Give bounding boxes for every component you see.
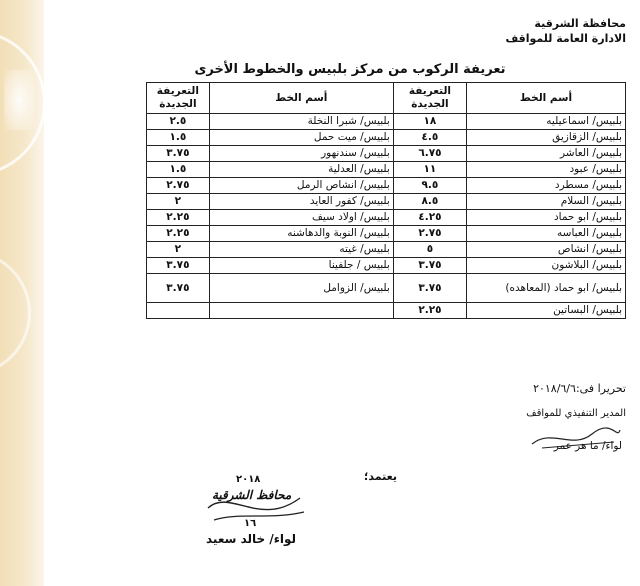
governorate-name: محافظة الشرقية [534,17,626,30]
document-title: تعريفة الركوب من مركز بلبيس والخطوط الأخرى [194,62,506,77]
route-cell: بلبيس/ غيته [209,242,393,258]
decorative-arc [0,250,31,376]
fare-cell: ٤.٥ [393,130,466,146]
route-cell: بلبيس/ سندنهور [209,146,393,162]
route-cell: بلبيس/ شبرا النخلة [209,114,393,130]
fare-cell: ٤.٢٥ [393,210,466,226]
department-name: الادارة العامة للمواقف [505,32,626,45]
written-date: تحريرا فى:٢٠١٨/٦/٦ [533,382,626,395]
route-cell: بلبيس/ كفور العايد [209,194,393,210]
route-cell: بلبيس/ العدلية [209,162,393,178]
fare-cell: ٢.٢٥ [147,210,210,226]
fare-column-header: التعريفة الجديدة [147,83,210,114]
route-cell: بلبيس/ الزوامل [209,274,393,303]
approved-label: يعتمد؛ [364,470,397,483]
fare-cell: ٣.٧٥ [147,258,210,274]
route-column-header: أسم الخط [209,83,393,114]
table-row [147,274,626,303]
fare-cell: ١٨ [393,114,466,130]
table-row [147,114,626,130]
governor-day: ١٦ [244,518,257,529]
table-row [147,226,626,242]
fare-cell: ٢.٧٥ [393,226,466,242]
director-title: المدير التنفيذي للمواقف [526,408,626,419]
fare-cell: ٢.٢٥ [147,226,210,242]
fare-cell: ١.٥ [147,130,210,146]
fare-cell: ٦.٧٥ [393,146,466,162]
fare-cell: ٣.٧٥ [393,274,466,303]
fare-cell: ٢.٧٥ [147,178,210,194]
fare-column-header: التعريفة الجديدة [393,83,466,114]
governor-stamp: محافظ الشرقية [212,488,292,502]
route-cell [209,303,393,319]
fare-cell: ٢ [147,194,210,210]
left-decorative-border [0,0,44,586]
fare-cell: ٣.٧٥ [147,146,210,162]
fares-table [146,82,626,319]
table-row [147,194,626,210]
fare-cell: ٢ [147,242,210,258]
route-cell: بلبيس/ مسطرد [467,178,626,194]
route-cell: بلبيس / جلفينا [209,258,393,274]
fare-cell: ٨.٥ [393,194,466,210]
route-cell: بلبيس/ عبود [467,162,626,178]
table-row [147,242,626,258]
governor-year: ٢٠١٨ [236,474,261,485]
route-column-header: أسم الخط [467,83,626,114]
fare-cell: ٣.٧٥ [147,274,210,303]
fare-cell: ٥ [393,242,466,258]
table-row [147,162,626,178]
letterhead [505,16,626,46]
table-header-row [147,83,626,114]
route-cell: بلبيس/ الزقازيق [467,130,626,146]
route-cell: بلبيس/ العباسه [467,226,626,242]
director-name: لواء/ ما هر عمر [553,440,622,452]
governor-name: لواء/ خالد سعيد [206,532,297,546]
route-cell: بلبيس/ ابو حماد (المعاهده) [467,274,626,303]
table-row [147,258,626,274]
route-cell: بلبيس/ السلام [467,194,626,210]
fare-cell: ٢.٢٥ [393,303,466,319]
fare-cell: ١١ [393,162,466,178]
decorative-glow [4,70,34,130]
route-cell: بلبيس/ اولاد سيف [209,210,393,226]
route-cell: بلبيس/ ميت حمل [209,130,393,146]
fare-cell: ٩.٥ [393,178,466,194]
route-cell: بلبيس/ انشاص الرمل [209,178,393,194]
fare-cell: ١.٥ [147,162,210,178]
route-cell: بلبيس/ البساتين [467,303,626,319]
table-row [147,178,626,194]
fare-cell: ٣.٧٥ [393,258,466,274]
route-cell: بلبيس/ النوبة والدهاشنه [209,226,393,242]
fare-cell [147,303,210,319]
route-cell: بلبيس/ انشاص [467,242,626,258]
fare-cell: ٢.٥ [147,114,210,130]
table-row [147,130,626,146]
table-row [147,146,626,162]
table-row [147,210,626,226]
route-cell: بلبيس/ العاشر [467,146,626,162]
route-cell: بلبيس/ اسماعيليه [467,114,626,130]
table-row [147,303,626,319]
route-cell: بلبيس/ ابو حماد [467,210,626,226]
route-cell: بلبيس/ البلاشون [467,258,626,274]
